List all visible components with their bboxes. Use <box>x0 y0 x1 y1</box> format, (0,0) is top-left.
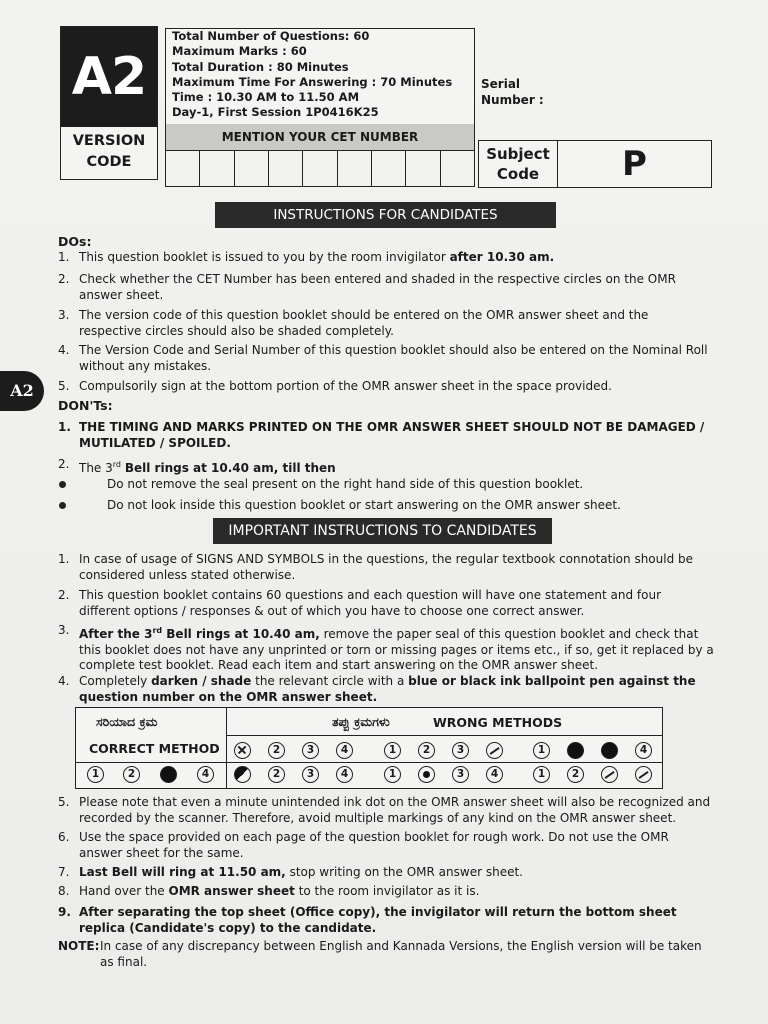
omr-bubble: 1 <box>384 742 401 759</box>
omr-bubble: 3 <box>452 742 469 759</box>
cet-digit-box[interactable] <box>441 150 474 186</box>
bullet-icon <box>59 481 66 488</box>
omr-bubble: 1 <box>533 742 550 759</box>
cet-digit-box[interactable] <box>166 150 200 186</box>
cet-digit-box[interactable] <box>303 150 337 186</box>
version-label-line2: CODE <box>86 154 132 170</box>
cet-digit-box[interactable] <box>235 150 269 186</box>
cet-number-boxes[interactable] <box>165 150 475 187</box>
important-item: 9. After separating the top sheet (Office copy), the invigilator will return the bottom sheet replica (Candidate's copy) to the candidate. <box>58 905 677 935</box>
correct-method-kannada: ಸರಿಯಾದ ಕ್ರಮ <box>96 714 158 729</box>
cet-digit-box[interactable] <box>406 150 440 186</box>
donts-item: 2. The 3rd Bell rings at 10.40 am, till then <box>58 457 336 475</box>
dos-item: 4. The Version Code and Serial Number of this question booklet should also be entered on the Nominal Roll without any mistakes. <box>58 343 708 373</box>
omr-bubble: 2 <box>268 742 285 759</box>
important-item: 6. Use the space provided on each page of the question booklet for rough work. Do not use the OMR answer sheet for the same. <box>58 830 669 860</box>
cet-digit-box[interactable] <box>200 150 234 186</box>
omr-bubble-half-filled <box>234 766 251 783</box>
omr-bubble: 2 <box>268 766 285 783</box>
omr-bubble: 3 <box>302 742 319 759</box>
info-line: Time : 10.30 AM to 11.50 AM <box>172 90 360 105</box>
important-item: 3. After the 3rd Bell rings at 10.40 am, remove the paper seal of this question booklet and check that this booklet does not have any unprinted or torn or missing pages or items etc., if so, get it replaced by a complete test booklet. Read each item and start answering on the OMR answer sheet. <box>58 623 714 672</box>
note-label: NOTE: <box>58 939 100 953</box>
omr-bubble-crossed <box>234 742 251 759</box>
version-side-tab: A2 <box>0 371 44 411</box>
omr-bubble: 1 <box>533 766 550 783</box>
cet-number-label: MENTION YOUR CET NUMBER <box>165 124 475 151</box>
version-code: A2 <box>61 27 157 127</box>
donts-item: 1. THE TIMING AND MARKS PRINTED ON THE OMR ANSWER SHEET SHOULD NOT BE DAMAGED / MUTILATED / SPOILED. <box>58 420 705 450</box>
serial-number-label: Serial Number : <box>481 77 544 107</box>
instructions-banner: INSTRUCTIONS FOR CANDIDATES <box>215 202 556 228</box>
dos-item: 3. The version code of this question booklet should be entered on the OMR answer sheet and the respective circles should also be shaded completely. <box>58 308 649 338</box>
omr-bubble: 4 <box>336 766 353 783</box>
version-code-box <box>60 26 158 180</box>
cet-digit-box[interactable] <box>269 150 303 186</box>
important-banner: IMPORTANT INSTRUCTIONS TO CANDIDATES <box>213 518 552 544</box>
subject-code-box <box>478 140 712 188</box>
exam-info-box <box>165 28 475 126</box>
omr-bubble: 4 <box>197 766 214 783</box>
cet-digit-box[interactable] <box>372 150 406 186</box>
important-item: 4. Completely darken / shade the relevant circle with a blue or black ink ballpoint pen against the question number on the OMR answer sheet. <box>58 674 696 704</box>
correct-method-label: CORRECT METHOD <box>89 741 220 756</box>
omr-method-table <box>75 707 663 789</box>
important-item: 1. In case of usage of SIGNS AND SYMBOLS in the questions, the regular textbook connotation should be considered unless stated otherwise. <box>58 552 694 582</box>
omr-bubble-filled <box>567 742 584 759</box>
important-item: 2. This question booklet contains 60 questions and each question will have one statement and four different options / responses & out of which you have to choose one correct answer. <box>58 588 662 618</box>
info-line: Total Duration : 80 Minutes <box>172 59 349 74</box>
omr-bubble-ticked <box>635 766 652 783</box>
omr-bubble: 4 <box>486 766 503 783</box>
info-line: Total Number of Questions: 60 <box>172 29 370 43</box>
omr-bubble: 1 <box>384 766 401 783</box>
important-item: 8. Hand over the OMR answer sheet to the room invigilator as it is. <box>58 884 480 898</box>
omr-bubble: 3 <box>452 766 469 783</box>
omr-bubble: 4 <box>336 742 353 759</box>
bullet-icon <box>59 502 66 509</box>
subject-code-label: Subject Code <box>479 141 558 187</box>
omr-bubble-dotted <box>418 766 435 783</box>
version-label-line1: VERSION <box>72 133 146 149</box>
omr-bubble: 2 <box>567 766 584 783</box>
dos-item: 5. Compulsorily sign at the bottom portion of the OMR answer sheet in the space provided. <box>58 379 612 393</box>
omr-bubble-filled <box>601 742 618 759</box>
omr-bubble-filled <box>160 766 177 783</box>
omr-bubble-ticked <box>486 742 503 759</box>
omr-bubble: 2 <box>123 766 140 783</box>
omr-bubble: 1 <box>87 766 104 783</box>
cet-digit-box[interactable] <box>338 150 372 186</box>
donts-heading: DON'Ts: <box>58 398 113 413</box>
wrong-method-label: WRONG METHODS <box>433 715 563 730</box>
important-item: 7. Last Bell will ring at 11.50 am, stop writing on the OMR answer sheet. <box>58 865 523 879</box>
dos-item: 2. Check whether the CET Number has been entered and shaded in the respective circles on the OMR answer sheet. <box>58 272 676 302</box>
info-line: Maximum Time For Answering : 70 Minutes <box>172 74 453 89</box>
dos-item: 1. This question booklet is issued to you by the room invigilator after 10.30 am. <box>58 250 555 264</box>
wrong-method-kannada: ತಪ್ಪು ಕ್ರಮಗಳು <box>332 714 390 729</box>
bullet-item: Do not look inside this question booklet or start answering on the OMR answer sheet. <box>107 498 621 512</box>
subject-code-value: P <box>622 144 647 184</box>
omr-bubble-ticked <box>601 766 618 783</box>
info-line: Maximum Marks : 60 <box>172 44 307 59</box>
note: NOTE: In case of any discrepancy between English and Kannada Versions, the English version will be taken as final. <box>58 939 702 969</box>
omr-bubble: 2 <box>418 742 435 759</box>
omr-bubble: 4 <box>635 742 652 759</box>
omr-bubble: 3 <box>302 766 319 783</box>
info-line: Day-1, First Session 1P0416K25 <box>172 105 379 120</box>
bullet-item: Do not remove the seal present on the right hand side of this question booklet. <box>107 477 584 491</box>
dos-heading: DOs: <box>58 234 92 249</box>
important-item: 5. Please note that even a minute unintended ink dot on the OMR answer sheet will also be recognized and recorded by the scanner. Therefore, avoid multiple markings of any kind on the OMR answer sheet. <box>58 795 711 825</box>
